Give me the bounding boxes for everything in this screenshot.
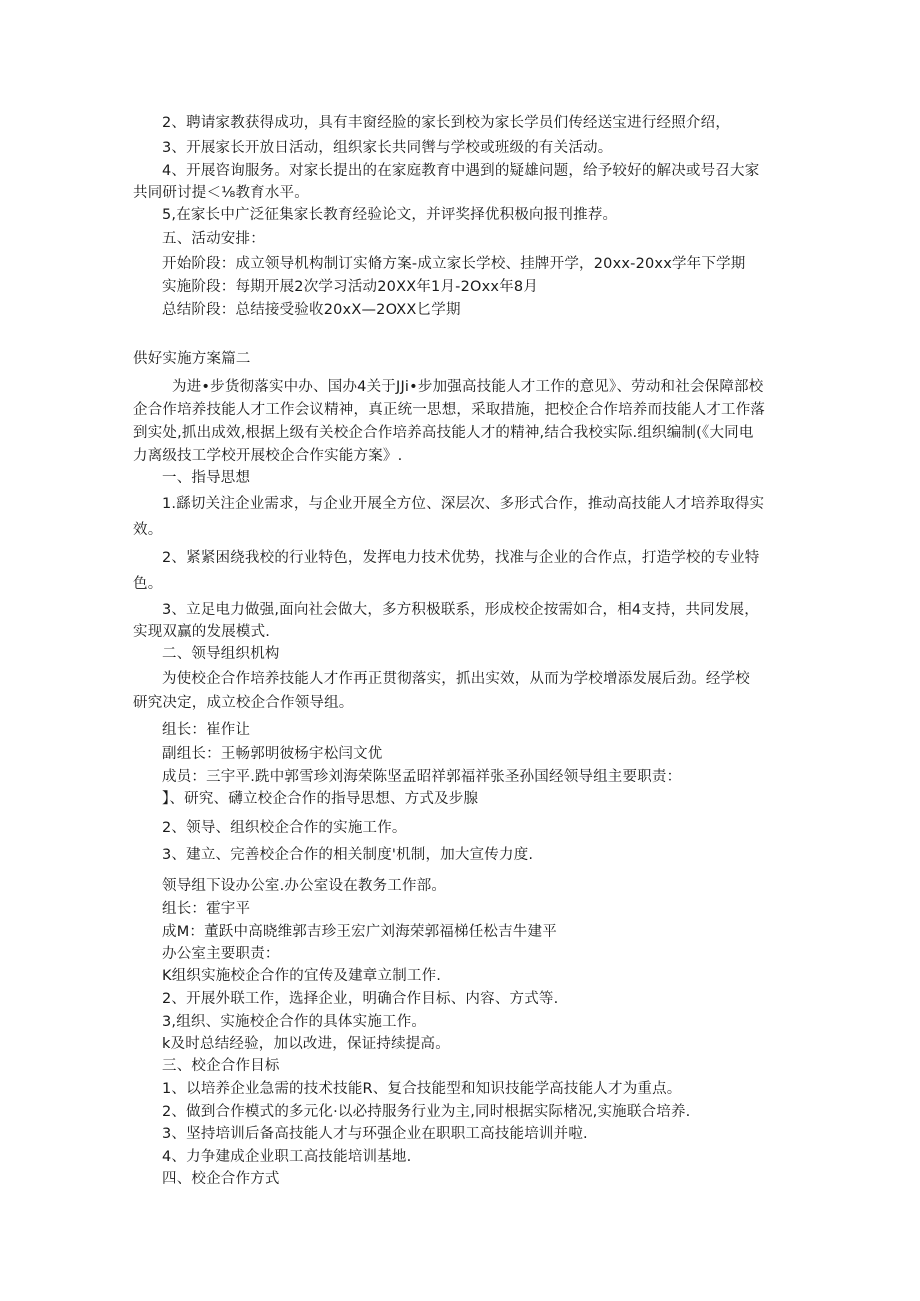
text-line: 为使校企合作培养技能人才作再正贯彻落实，抓出实效，从而为学校增添发展后劲。经学校 xyxy=(162,671,750,687)
text-line: 总结阶段：总结接受验收20xX—2OXX匕学期 xyxy=(162,302,461,318)
text-line: 开始阶段：成立领导机构制订实脩方案-成立家长学校、挂牌开学，20xx-20xx学年下学期 xyxy=(162,256,746,272)
section-heading: 一、指导思想 xyxy=(162,470,251,486)
text-line: 3、开展家长开放日活动，组织家长共同辔与学校或班级的有关活动。 xyxy=(162,140,613,156)
text-line: 组长：霍宇平 xyxy=(162,901,251,917)
text-line: 组长：崔作让 xyxy=(162,722,251,738)
text-line: k及时总结经验，加以改进，保证持续提高。 xyxy=(162,1036,450,1052)
text-line: 3、建立、完善校企合作的相关制度'机制，加大宣传力度. xyxy=(162,847,534,863)
text-line: 】、研究、礴立校企合作的指导思想、方式及步腺 xyxy=(162,791,479,807)
text-line: 3,组织、实施校企合作的具体实施工作。 xyxy=(162,1014,427,1030)
text-line: 2、领导、组织校企合作的实施工作。 xyxy=(162,820,407,836)
section-heading: 三、校企合作目标 xyxy=(162,1058,280,1074)
text-line: 色。 xyxy=(133,576,163,592)
text-line: 1、以培养企业急需的技术技能R、复合技能型和知识技能学高技能人才为重点。 xyxy=(162,1081,682,1097)
text-line: 成员：三宇平.跣中郭雪珍刘海荣陈坚孟昭祥郭福祥张圣孙国经领导组主要职责： xyxy=(162,769,682,785)
section-heading: 五、活动安排： xyxy=(162,231,265,247)
text-line: 1.繇切关注企业需求，与企业开展全方位、深层次、多形式合作，推动高技能人才培养取得实 xyxy=(162,496,765,512)
text-line: 到实处,抓出成效,根据上级有关校企合作培养高技能人才的精神,结合我校实际.组织编制(《大同电 xyxy=(133,425,754,441)
text-line: 效。 xyxy=(133,522,163,538)
text-line: 4、力争建成企业职工高技能培训基地. xyxy=(162,1149,412,1165)
text-line: 3、坚持培训后备高技能人才与环强企业在职职工高技能培训并啦. xyxy=(162,1126,588,1142)
text-line: 副组长：王畅郭明彼杨宇松闫文优 xyxy=(162,746,383,762)
section-heading: 二、领导组织机构 xyxy=(162,646,280,662)
text-line: 为进•步货彻落实中办、国办4关于JJi•步加强高技能人才工作的意见》、劳动和社会保障部校 xyxy=(172,379,764,395)
article-title: 供好实施方案篇二 xyxy=(133,351,251,367)
text-line: 2、紧紧困绕我校的行业特色，发挥电力技术优势，找准与企业的合作点，打造学校的专业特 xyxy=(162,550,760,566)
text-line: 2、做到合作模式的多元化·以必持服务行业为主,同时根据实际楮况,实施联合培养. xyxy=(162,1104,691,1120)
text-line: 共同研讨提＜⅛教育水平。 xyxy=(133,185,309,201)
text-line: 力离级技工学校开展校企合作实能方案》. xyxy=(133,448,403,464)
text-line: 2、开展外联工作，选择企业，明确合作目标、内容、方式等. xyxy=(162,991,559,1007)
text-line: 3、立足电力做强,面向社会做大，多方积极联系，形成校企按需如合，相4支持，共同发展， xyxy=(162,602,759,618)
text-line: 企合作培养技能人才工作会议精神，真正统一思想，采取措施，把校企合作培养而技能人才工作落 xyxy=(133,402,766,418)
text-line: K组织实施校企合作的宜传及建章立制工作. xyxy=(162,968,442,984)
text-line: 5,在家长中广泛征集家长教育经验论文，并评奖择优积极向报刊推荐。 xyxy=(162,207,618,223)
text-line: 办公室主要职责： xyxy=(162,946,280,962)
text-line: 实现双赢的发展模式. xyxy=(133,624,271,640)
text-line: 成M：董跃中高晓维郭吉珍王宏广刘海荣郭福梯任松吉牛建平 xyxy=(162,924,557,940)
text-line: 4、开展咨询服务。对家长提出的在家庭教育中遇到的疑雄问题，给予较好的解决或号召大家 xyxy=(162,163,760,179)
text-line: 实施阶段：每期开展2次学习活动20XX年1月-2Oxx年8月 xyxy=(162,279,539,295)
text-line: 领导组下设办公室.办公室设在教务工作部。 xyxy=(162,878,447,894)
text-line: 研究决定，成立校企合作领导组。 xyxy=(133,695,354,711)
text-line: 2、聘请家教获得成功，具有丰窗经脸的家长到校为家长学员们传经送宝进行经照介绍， xyxy=(162,115,731,131)
section-heading: 四、校企合作方式 xyxy=(162,1171,280,1187)
